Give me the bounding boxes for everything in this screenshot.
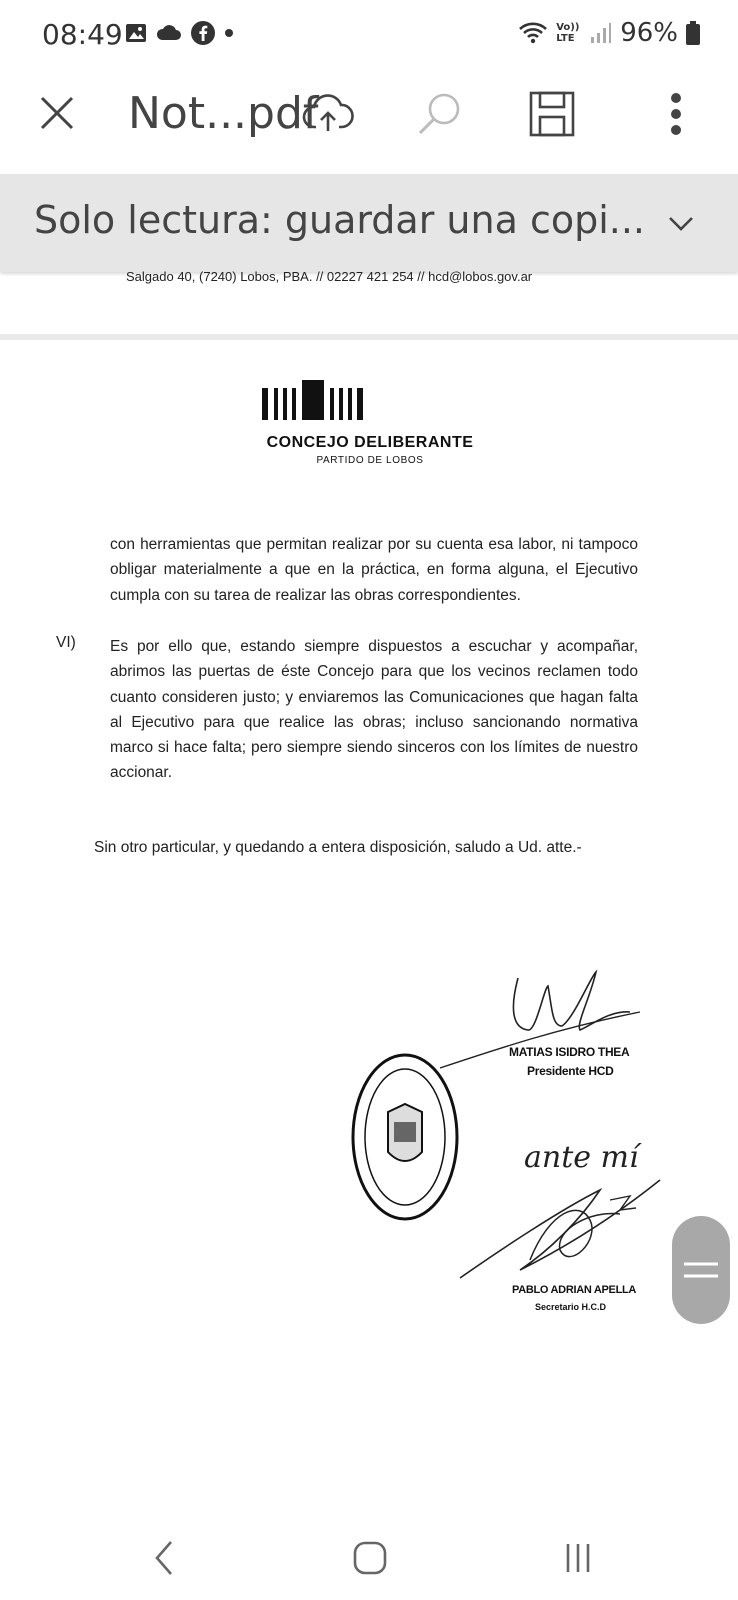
back-icon <box>149 1538 179 1578</box>
logo-title: CONCEJO DELIBERANTE <box>266 434 474 451</box>
read-only-banner[interactable] <box>0 174 738 272</box>
battery-percent: 96% <box>620 18 678 48</box>
more-vert-icon <box>669 92 683 136</box>
drag-handle-icon <box>672 1216 730 1324</box>
signature-1-role: Presidente HCD <box>527 1064 614 1078</box>
paragraph-vi: Es por ello que, estando siempre dispuestos a escuchar y acompañar, abrimos las puertas de éste Concejo para que los vecinos reclamen todo cuanto consideren justo; y enviaremos las Comunicaciones que hagan falta al Ejecutivo para que realice las obras; incluso sancionando normativa marco si hace falta; pero siempre siendo sinceros con los límites de nuestro accionar. <box>110 638 638 782</box>
page-separator <box>0 334 738 340</box>
cloud-upload-icon <box>302 93 354 135</box>
recents-icon <box>560 1540 596 1576</box>
seal-icon <box>350 1052 460 1222</box>
wifi-icon <box>518 21 548 45</box>
save-button[interactable] <box>524 86 580 142</box>
back-button[interactable] <box>134 1528 194 1588</box>
signature-2-role: Secretario H.C.D <box>535 1302 607 1312</box>
more-options-button[interactable] <box>648 86 704 142</box>
chevron-down-icon[interactable] <box>664 206 698 240</box>
image-icon <box>124 21 148 45</box>
home-icon <box>352 1540 388 1576</box>
closing-line: Sin otro particular, y quedando a entera disposición, saludo a Ud. atte.- <box>94 839 582 856</box>
search-button[interactable] <box>412 86 468 142</box>
save-icon <box>528 90 576 138</box>
paragraph-continuation: con herramientas que permitan realizar por su cuenta esa labor, ni tampoco obligar materialmente a que en la práctica, en forma alguna, el Ejecutivo cumpla con su tarea de realizar las obras correspondientes. <box>110 536 638 604</box>
section-label-vi: VI) <box>56 634 76 651</box>
document-title: Not...pdf <box>128 88 319 139</box>
close-icon[interactable] <box>36 92 78 134</box>
logo-subtitle: PARTIDO DE LOBOS <box>316 455 424 466</box>
signature-2-name: PABLO ADRIAN APELLA <box>512 1284 637 1296</box>
letterhead-contact: Salgado 40, (7240) Lobos, PBA. // 02227 421 254 // hcd@lobos.gov.ar <box>126 269 533 284</box>
facebook-icon <box>190 20 216 46</box>
dot-icon <box>224 28 234 38</box>
signal-icon <box>590 22 612 44</box>
app-toolbar <box>0 70 738 174</box>
battery-icon <box>686 21 700 45</box>
volte-lte-icon: Vo)) LTE <box>556 22 580 44</box>
concejo-logo-icon <box>262 380 378 420</box>
signature-1-name: MATIAS ISIDRO THEA <box>509 1045 630 1059</box>
banner-text: Solo lectura: guardar una copi... <box>34 198 646 242</box>
cloud-icon <box>156 22 182 44</box>
upload-button[interactable] <box>300 86 356 142</box>
status-bar <box>0 0 738 70</box>
handwritten-note: ante mí <box>524 1140 639 1175</box>
home-button[interactable] <box>340 1528 400 1588</box>
system-nav-bar <box>0 1510 738 1600</box>
fast-scroll-handle[interactable] <box>672 1216 730 1324</box>
recents-button[interactable] <box>548 1528 608 1588</box>
search-icon <box>415 89 465 139</box>
status-time: 08:49 <box>42 18 123 51</box>
signature-2-icon <box>460 1170 680 1280</box>
